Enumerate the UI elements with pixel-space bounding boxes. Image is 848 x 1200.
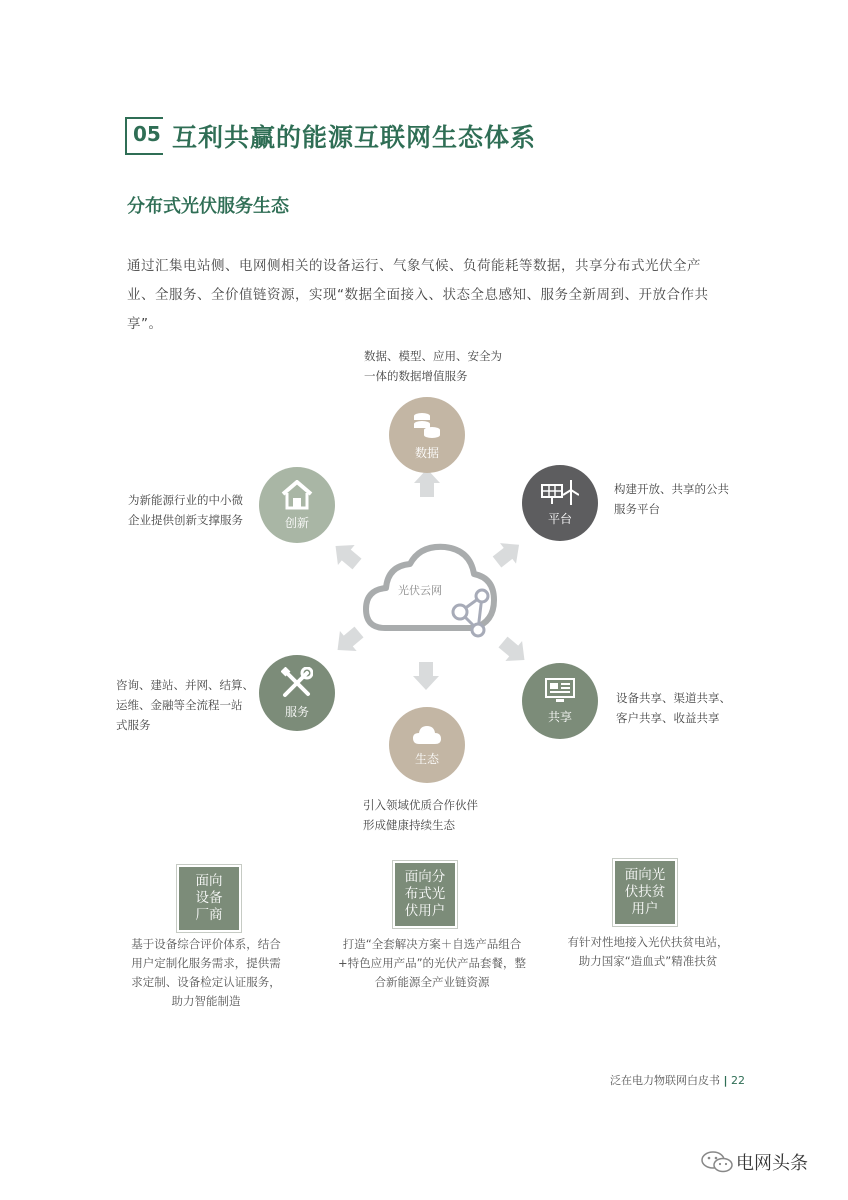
caption-innovation: [128, 490, 243, 530]
caption-line: 构建开放、共享的公共: [614, 482, 729, 496]
target-tag-equipment: [176, 864, 242, 933]
desc-line: 基于设备综合评价体系，结合: [131, 937, 281, 951]
arrow-to-innovation: [327, 536, 365, 574]
node-ecology: [389, 707, 465, 783]
caption-line: 运维、金融等全流程一站: [116, 698, 243, 712]
intro-line: 业、全服务、全价值链资源，实现“数据全面接入、状态全息感知、服务全新周到、开放合作共: [127, 287, 709, 303]
caption-ecology: [363, 795, 478, 835]
arrow-to-ecology: [413, 662, 439, 690]
desc-line: 助力国家“造血式”精准扶贫: [578, 954, 718, 968]
tag-line: 面向光: [624, 867, 666, 883]
node-label: 生态: [414, 751, 439, 766]
solar-wind-icon: [541, 480, 579, 506]
node-innovation: [259, 467, 335, 543]
brand-watermark: [700, 1149, 808, 1175]
node-label: 创新: [284, 515, 309, 530]
caption-share: [616, 688, 731, 728]
page-footer: [610, 1072, 745, 1088]
caption-line: 企业提供创新支撑服务: [128, 513, 243, 527]
caption-line: 客户共享、收益共享: [616, 711, 720, 725]
tag-line: 面向: [195, 873, 223, 889]
subsection-title: 分布式光伏服务生态: [127, 196, 289, 217]
target-tag-box: [179, 867, 239, 930]
monitor-icon: [545, 678, 575, 704]
page-number: 22: [731, 1074, 746, 1087]
desc-line: 合新能源全产业链资源: [374, 975, 490, 989]
caption-line: 设备共享、渠道共享、: [616, 691, 731, 705]
center-label: 光伏云网: [398, 584, 442, 597]
tag-line: 用户: [631, 901, 659, 917]
target-tag-box: [615, 861, 675, 924]
caption-line: 数据、模型、应用、安全为: [364, 349, 502, 363]
tag-line: 布式光: [404, 886, 446, 902]
target-desc-equipment: [106, 935, 306, 1011]
arrow-to-service: [329, 622, 367, 660]
wechat-icon: [700, 1150, 734, 1174]
caption-service: [116, 675, 254, 735]
node-label: 平台: [547, 511, 572, 526]
caption-line: 引入领域优质合作伙伴: [363, 798, 478, 812]
section-number: 05: [133, 122, 161, 146]
caption-platform: [614, 479, 729, 519]
tools-icon: [281, 667, 313, 699]
desc-line: +特色应用产品”的光伏产品套餐，整: [337, 956, 527, 970]
arrow-to-platform: [489, 535, 527, 573]
target-tag-distributed-pv: [392, 860, 458, 929]
node-platform: [522, 465, 598, 541]
tag-line: 厂商: [195, 907, 223, 923]
tag-line: 面向分: [404, 869, 446, 885]
brand-name: 电网头条: [736, 1153, 808, 1174]
intro-line: 享”。: [127, 316, 163, 332]
caption-line: 为新能源行业的中小微: [128, 493, 243, 507]
caption-line: 服务平台: [614, 502, 660, 516]
desc-line: 有针对性地接入光伏扶贫电站，: [567, 935, 729, 949]
node-label: 数据: [414, 445, 439, 460]
caption-line: 一体的数据增值服务: [364, 369, 468, 383]
caption-line: 式服务: [116, 718, 151, 732]
section-title: 互利共赢的能源互联网生态体系: [172, 123, 537, 152]
desc-line: 助力智能制造: [171, 994, 241, 1008]
cloud-icon: [412, 724, 442, 746]
footer-divider: |: [723, 1074, 728, 1087]
book-title: 泛在电力物联网白皮书: [610, 1074, 720, 1087]
target-tag-box: [395, 863, 455, 926]
target-tag-poverty-alleviation: [612, 858, 678, 927]
tag-line: 设备: [195, 890, 223, 906]
desc-line: 用户定制化服务需求，提供需: [131, 956, 281, 970]
intro-line: 通过汇集电站侧、电网侧相关的设备运行、气象气候、负荷能耗等数据，共享分布式光伏全产: [127, 258, 701, 274]
tag-line: 伏扶贫: [624, 884, 666, 900]
node-share: [522, 663, 598, 739]
arrow-to-share: [495, 632, 533, 670]
node-label: 服务: [284, 704, 309, 719]
node-service: [259, 655, 335, 731]
house-icon: [281, 480, 313, 510]
desc-line: 打造“全套解决方案＋自选产品组合: [342, 937, 522, 951]
arrow-to-data: [414, 469, 440, 497]
caption-line: 形成健康持续生态: [363, 818, 455, 832]
node-label: 共享: [547, 709, 572, 724]
desc-line: 求定制、设备检定认证服务，: [131, 975, 281, 989]
caption-line: 咨询、建站、并网、结算、: [116, 678, 254, 692]
caption-data: [364, 346, 502, 386]
target-desc-distributed-pv: [322, 935, 542, 992]
target-desc-poverty-alleviation: [548, 933, 748, 971]
coins-stack-icon: [413, 410, 441, 440]
node-data: [389, 397, 465, 473]
tag-line: 伏用户: [404, 903, 446, 919]
